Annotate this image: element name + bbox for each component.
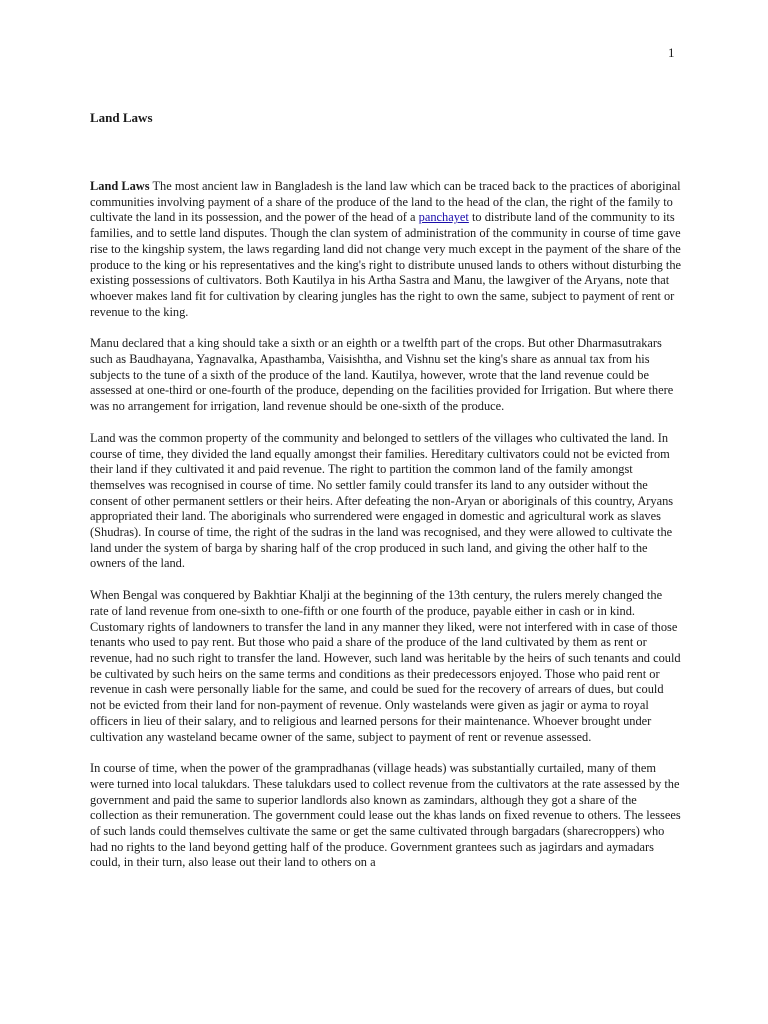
paragraph-5: In course of time, when the power of the grampradhanas (village heads) was substantially curtailed, many of them were turned into local talukdars. These talukdars used to collect revenue from the cultivators at the rate assessed by the government and paid the same to superior landlords also known as zamindars, although they got a share of the collection as their remuneration. The government could lease out the khas lands on fixed revenue to others. The lessees of such lands could themselves cultivate the same or get the same cultivated through bargadars (sharecroppers) who had no rights to the land beyond getting half of the produce. Government grantees such as jagirdars and aymadars could, in their turn, also lease out their land to others on a xyxy=(90,761,681,870)
paragraph-1 xyxy=(90,179,682,320)
paragraph-3: Land was the common property of the community and belonged to settlers of the villages who cultivated the land. In course of time, they divided the land equally amongst their families. Hereditary cultivators could not be evicted from their land if they cultivated it and paid revenue. The right to partition the common land of the family amongst themselves was recognised in course of time. No settler family could transfer its land to any outsider without the consent of other permanent settlers or their heirs. After defeating the non-Aryan or aboriginals of this country, Aryans appropriated their land. The aboriginals who surrendered were engaged in domestic and agricultural work as slaves (Shudras). In course of time, the right of the sudras in the land was recognised, and they were allowed to cultivate the land under the system of barga by sharing half of the crop produced in such land, and giving the other half to the owners of the land. xyxy=(90,430,674,571)
paragraph-text: The most ancient law in Bangladesh is the land law which can be traced back to the practices of aboriginal communities involving payment of a share of the produce of the land to the head of the clan, the right of the family to cultivate the land in its possession, and the power of the head of a xyxy=(90,179,681,225)
paragraph-4: When Bengal was conquered by Bakhtiar Khalji at the beginning of the 13th century, the rulers merely changed the rate of land revenue from one-sixth to one-fifth or one fourth of the produce, payable either in cash or in kind. Customary rights of landowners to transfer the land in any manner they liked, were not interfered with in case of those tenants who used to pay rent. But those who paid a share of the produce of the land cultivated by them as rent or revenue, had no such right to transfer the land. However, such land was heritable by the heirs of such tenants and could be cultivated by such heirs on the same terms and conditions as their predecessors enjoyed. Those who paid rent or revenue in cash were personally liable for the same, and could be sued for the recovery of arrears of dues, but could not be evicted from their land for non-payment of revenue. Only wastelands were given as jagir or ayma to royal officers in lieu of their salary, and to religious and learned persons for their maintenance. Whoever brought under cultivation any wasteland became owner of the same, subject to payment of rent or revenue assessed. xyxy=(90,588,681,744)
paragraph-text: to distribute land of the community to its families, and to settle land disputes. Though the clan system of administration of the community in course of time gave rise to the kingship system, the laws regarding land did not change very much except in the payment of the share of the produce to the king or his representatives and the king's right to distribute unused lands to others without disturbing the existing possessions of cultivators. Both Kautilya in his Artha Sastra and Manu, the lawgiver of the Aryans, note that whoever makes land fit for cultivation by clearing jungles has the right to own the same, subject to payment of rent or revenue to the king. xyxy=(90,210,682,319)
paragraph-lead: Land Laws xyxy=(90,179,150,193)
paragraph-2: Manu declared that a king should take a sixth or an eighth or a twelfth part of the crops. But other Dharmasutrakars such as Baudhayana, Yagnavalka, Apasthamba, Vaisishtha, and Vishnu set the king's share as annual tax from his subjects to the tune of a sixth of the produce of the land. Kautilya, however, wrote that the land revenue could be assessed at one-third or one-fourth of the produce, depending on the facilities provided for Irrigation. But where there was no arrangement for irrigation, land revenue should be one-sixth of the produce. xyxy=(90,336,674,414)
page-number: 1 xyxy=(668,45,675,60)
page-title: Land Laws xyxy=(90,110,153,125)
document-body xyxy=(90,179,682,887)
panchayet-link[interactable]: panchayet xyxy=(418,210,469,225)
